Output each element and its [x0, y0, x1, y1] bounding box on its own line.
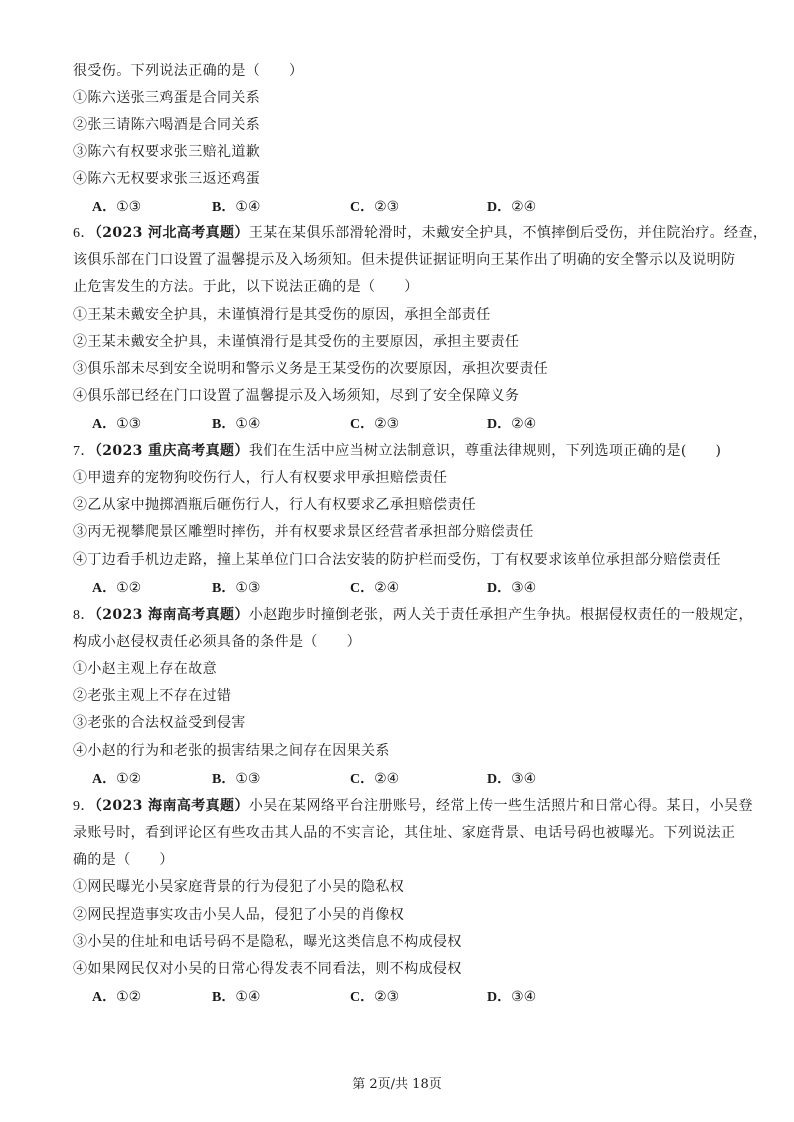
page-number-footer: 第 2页/共 18页: [352, 1077, 442, 1092]
q9-stem-line-3: 确的是（ ）: [73, 852, 174, 868]
q7-option-1: ①甲遗弃的宠物狗咬伤行人，行人有权要求甲承担赔偿责任: [73, 470, 448, 486]
q6-choice-d: D．②④: [487, 416, 537, 432]
q6-option-3: ③俱乐部未尽到安全说明和警示义务是王某受伤的次要原因，承担次要责任: [73, 361, 549, 377]
q8-option-4: ④小赵的行为和老张的损害结果之间存在因果关系: [73, 743, 390, 759]
q5-option-2: ②张三请陈六喝酒是合同关系: [73, 117, 261, 133]
q7-option-2: ②乙从家中抛掷酒瓶后砸伤行人，行人有权要求乙承担赔偿责任: [73, 497, 477, 513]
q7-choice-a: A．①②: [92, 580, 142, 596]
q8-stem-line-2: 构成小赵侵权责任必须具备的条件是（ ）: [73, 634, 361, 650]
q8-option-1: ①小赵主观上存在故意: [73, 661, 217, 677]
q9-option-4: ④如果网民仅对小吴的日常心得发表不同看法，则不构成侵权: [73, 961, 462, 977]
q6-stem-line-3: 止危害发生的方法。于此，以下说法正确的是（ ）: [73, 279, 419, 295]
q7-choices: [92, 579, 592, 597]
q5-stem-end: 很受伤。下列说法正确的是（ ）: [73, 63, 304, 79]
q8-stem-line-1: 8．（2023 海南高考真题）小赵跑步时撞倒老张，两人关于责任承担产生争执。根据侵权责任的一般规定，: [73, 607, 753, 623]
q8-choices: [92, 770, 592, 788]
q8-choice-b: B．①③: [212, 771, 261, 787]
q7-stem-line-1: 7．（2023 重庆高考真题）我们在生活中应当树立法制意识，尊重法律规则，下列选项正确的是( ): [73, 443, 722, 459]
q5-choice-d: D．②④: [487, 199, 537, 215]
q6-stem-line-1: 6．（2023 河北高考真题）王某在某俱乐部滑轮滑时，未戴安全护具，不慎摔倒后受伤，并住院治疗。经查，: [73, 225, 768, 241]
q8-option-2: ②老张主观上不存在过错: [73, 688, 232, 704]
q7-choice-b: B．①③: [212, 580, 261, 596]
q9-stem-line-1: 9．（2023 海南高考真题）小吴在某网络平台注册账号，经常上传一些生活照片和日常心得。某日，小吴登: [73, 798, 753, 814]
q7-option-3: ③丙无视攀爬景区雕塑时摔伤，并有权要求景区经营者承担部分赔偿责任: [73, 524, 534, 540]
q8-choice-d: D．③④: [487, 771, 537, 787]
q9-choice-a: A．①②: [92, 989, 142, 1005]
q9-choice-d: D．③④: [487, 989, 537, 1005]
q6-stem-line-2: 该俱乐部在门口设置了温馨提示及入场须知。但未提供证据证明向王某作出了明确的安全警示以及说明防: [73, 252, 736, 268]
q9-option-2: ②网民捏造事实攻击小吴人品，侵犯了小吴的肖像权: [73, 907, 405, 923]
q8-choice-a: A．①②: [92, 771, 142, 787]
q7-choice-d: D．③④: [487, 580, 537, 596]
q6-option-4: ④俱乐部已经在门口设置了温馨提示及入场须知，尽到了安全保障义务: [73, 388, 520, 404]
q9-option-1: ①网民曝光小吴家庭背景的行为侵犯了小吴的隐私权: [73, 879, 405, 895]
q8-option-3: ③老张的合法权益受到侵害: [73, 715, 246, 731]
q7-choice-c: C．②④: [350, 580, 400, 596]
q6-choice-a: A．①③: [92, 416, 142, 432]
q5-choice-c: C．②③: [350, 199, 400, 215]
q5-choices: [92, 198, 592, 216]
q5-choice-a: A．①③: [92, 199, 142, 215]
q7-option-4: ④丁边看手机边走路，撞上某单位门口合法安装的防护栏而受伤，丁有权要求该单位承担部分赔偿责任: [73, 552, 721, 568]
q5-choice-b: B．①④: [212, 199, 261, 215]
q6-choice-b: B．①④: [212, 416, 261, 432]
q5-option-3: ③陈六有权要求张三赔礼道歉: [73, 144, 261, 160]
q6-option-1: ①王某未戴安全护具，未谨慎滑行是其受伤的原因，承担全部责任: [73, 307, 491, 323]
q5-option-4: ④陈六无权要求张三返还鸡蛋: [73, 171, 261, 187]
q9-choices: [92, 988, 592, 1006]
q6-option-2: ②王某未戴安全护具，未谨慎滑行是其受伤的主要原因，承担主要责任: [73, 334, 520, 350]
q9-choice-c: C．②③: [350, 989, 400, 1005]
q6-choices: [92, 415, 592, 433]
q9-option-3: ③小吴的住址和电话号码不是隐私，曝光这类信息不构成侵权: [73, 934, 462, 950]
q5-option-1: ①陈六送张三鸡蛋是合同关系: [73, 90, 261, 106]
q9-choice-b: B．①④: [212, 989, 261, 1005]
q9-stem-line-2: 录账号时，看到评论区有些攻击其人品的不实言论，其住址、家庭背景、电话号码也被曝光。下列说法正: [73, 825, 736, 841]
q8-choice-c: C．②④: [350, 771, 400, 787]
q6-choice-c: C．②③: [350, 416, 400, 432]
